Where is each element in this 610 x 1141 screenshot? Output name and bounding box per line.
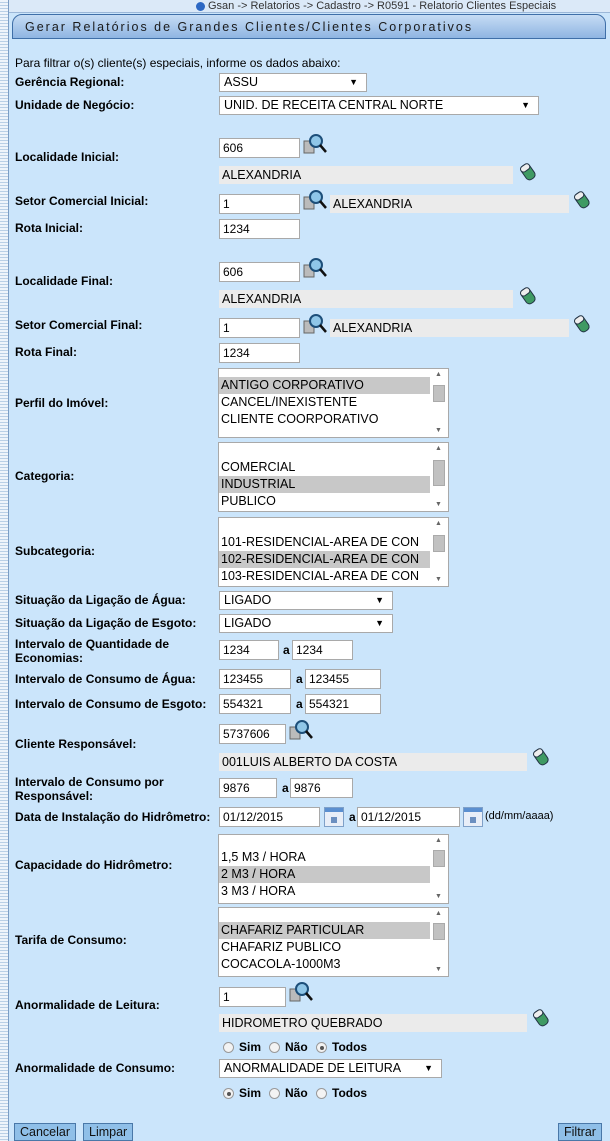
- localidade-inicial-label: Localidade Inicial:: [15, 150, 120, 164]
- anorm-consumo-label: Anormalidade de Consumo:: [15, 1061, 176, 1075]
- qtd-economias-label: [15, 637, 169, 665]
- subcategoria-label: Subcategoria:: [15, 544, 96, 558]
- list-option[interactable]: INDUSTRIAL: [219, 476, 430, 493]
- radio-sim[interactable]: [223, 1088, 234, 1099]
- localidade-inicial-nome: ALEXANDRIA: [219, 166, 513, 184]
- list-option[interactable]: CLIENTE COORPORATIVO: [221, 412, 379, 426]
- scrollbar[interactable]: [431, 518, 448, 586]
- list-spacer: [219, 443, 448, 459]
- cliente-input[interactable]: 5737606: [219, 724, 286, 744]
- left-frame-border: [0, 0, 9, 1141]
- localidade-final-nome: ALEXANDRIA: [219, 290, 513, 308]
- anorm-leitura-nome: HIDROMETRO QUEBRADO: [219, 1014, 527, 1032]
- list-spacer: [219, 908, 448, 922]
- list-option[interactable]: 1,5 M3 / HORA: [221, 850, 306, 864]
- eraser-icon[interactable]: [518, 162, 538, 182]
- list-option[interactable]: CHAFARIZ PARTICULAR: [219, 922, 430, 939]
- list-option[interactable]: CANCEL/INEXISTENTE: [221, 395, 358, 409]
- list-spacer: [219, 369, 448, 377]
- rota-final-label: Rota Final:: [15, 345, 77, 359]
- radio-nao[interactable]: [269, 1042, 280, 1053]
- list-option[interactable]: 103-RESIDENCIAL-AREA DE CON: [221, 569, 419, 583]
- date-format-hint: (dd/mm/aaaa): [485, 810, 554, 822]
- scrollbar[interactable]: [431, 835, 448, 903]
- scroll-thumb[interactable]: [433, 535, 445, 552]
- clear-button[interactable]: Limpar: [83, 1123, 133, 1141]
- label-line: Economias:: [15, 651, 84, 665]
- chevron-down-icon: ▼: [375, 618, 384, 628]
- anorm-leitura-input[interactable]: 1: [219, 987, 286, 1007]
- setor-final-label: Setor Comercial Final:: [15, 318, 143, 332]
- anorm-consumo-radio-group: [223, 1086, 423, 1102]
- rota-inicial-label: Rota Inicial:: [15, 221, 84, 235]
- scroll-down-icon[interactable]: ▼: [435, 427, 442, 434]
- anorm-consumo-value: ANORMALIDADE DE LEITURA: [224, 1061, 402, 1075]
- radio-label: Todos: [332, 1040, 368, 1054]
- scroll-thumb[interactable]: [433, 385, 445, 402]
- radio-todos[interactable]: [316, 1042, 327, 1053]
- list-option[interactable]: 2 M3 / HORA: [219, 866, 430, 883]
- setor-inicial-nome: ALEXANDRIA: [330, 195, 569, 213]
- rota-inicial-input[interactable]: 1234: [219, 219, 300, 239]
- separator-a: a: [296, 672, 303, 686]
- sit-esgoto-label: Situação da Ligação de Esgoto:: [15, 616, 197, 630]
- list-spacer: [219, 518, 448, 534]
- gerencia-select[interactable]: [219, 73, 367, 92]
- radio-sim[interactable]: [223, 1042, 234, 1053]
- list-option[interactable]: 101-RESIDENCIAL-AREA DE CON: [221, 535, 419, 549]
- list-option[interactable]: CHAFARIZ PUBLICO: [221, 940, 342, 954]
- setor-final-input[interactable]: 1: [219, 318, 300, 338]
- scroll-up-icon[interactable]: ▲: [435, 520, 442, 527]
- cliente-label: Cliente Responsável:: [15, 737, 137, 751]
- search-icon[interactable]: [303, 257, 327, 279]
- cancel-button[interactable]: Cancelar: [14, 1123, 76, 1141]
- categoria-listbox[interactable]: [218, 442, 449, 512]
- title-bar: [12, 14, 606, 39]
- help-icon[interactable]: [196, 2, 205, 11]
- chevron-down-icon: ▼: [521, 100, 530, 110]
- search-icon[interactable]: [303, 313, 327, 335]
- eraser-icon[interactable]: [531, 747, 551, 767]
- chevron-down-icon: ▼: [375, 595, 384, 605]
- tarifa-label: Tarifa de Consumo:: [15, 933, 127, 947]
- list-option[interactable]: COMERCIAL: [221, 460, 296, 474]
- scroll-down-icon[interactable]: ▼: [435, 966, 442, 973]
- eraser-icon[interactable]: [518, 286, 538, 306]
- setor-inicial-label: Setor Comercial Inicial:: [15, 194, 149, 208]
- setor-inicial-input[interactable]: 1: [219, 194, 300, 214]
- radio-todos[interactable]: [316, 1088, 327, 1099]
- calendar-icon[interactable]: [463, 807, 483, 827]
- consumo-esgoto-label: Intervalo de Consumo de Esgoto:: [15, 697, 207, 711]
- perfil-label: Perfil do Imóvel:: [15, 396, 109, 410]
- scroll-thumb[interactable]: [433, 850, 445, 867]
- unidade-select[interactable]: [219, 96, 539, 115]
- list-option[interactable]: ANTIGO CORPORATIVO: [219, 377, 430, 394]
- gerencia-label: Gerência Regional:: [15, 75, 125, 89]
- eraser-icon[interactable]: [572, 314, 592, 334]
- list-spacer: [219, 835, 448, 849]
- gerencia-value: ASSU: [224, 75, 259, 89]
- eraser-icon[interactable]: [531, 1008, 551, 1028]
- scroll-thumb[interactable]: [433, 923, 445, 940]
- chevron-down-icon: ▼: [349, 77, 358, 87]
- anorm-consumo-select[interactable]: [219, 1059, 442, 1078]
- scrollbar[interactable]: [431, 443, 448, 511]
- radio-label: Não: [285, 1086, 308, 1100]
- search-icon[interactable]: [289, 719, 313, 741]
- unidade-value: UNID. DE RECEITA CENTRAL NORTE: [224, 98, 444, 112]
- localidade-inicial-input[interactable]: 606: [219, 138, 300, 158]
- separator-a: a: [349, 810, 356, 824]
- radio-label: Todos: [332, 1086, 368, 1100]
- list-option[interactable]: 3 M3 / HORA: [221, 884, 296, 898]
- scroll-up-icon[interactable]: ▲: [435, 445, 442, 452]
- data-de-input[interactable]: 01/12/2015: [219, 807, 320, 827]
- cliente-nome: 001LUIS ALBERTO DA COSTA: [219, 753, 527, 771]
- sit-esgoto-select[interactable]: [219, 614, 393, 633]
- consumo-esgoto-ate-input[interactable]: 554321: [305, 694, 381, 714]
- page-title: Gerar Relatórios de Grandes Clientes/Clientes Corporativos: [25, 20, 474, 34]
- label-line: Intervalo de Consumo por: [15, 775, 164, 789]
- categoria-label: Categoria:: [15, 469, 75, 483]
- scroll-up-icon[interactable]: ▲: [435, 837, 442, 844]
- eraser-icon[interactable]: [572, 190, 592, 210]
- consumo-resp-de-input[interactable]: 9876: [219, 778, 277, 798]
- sit-agua-value: LIGADO: [224, 593, 272, 607]
- scroll-down-icon[interactable]: ▼: [435, 893, 442, 900]
- unidade-label: Unidade de Negócio:: [15, 98, 135, 112]
- search-icon[interactable]: [303, 133, 327, 155]
- label-line: Intervalo de Quantidade de: [15, 637, 170, 651]
- breadcrumb: [196, 0, 556, 12]
- data-ate-input[interactable]: 01/12/2015: [357, 807, 460, 827]
- rota-final-input[interactable]: 1234: [219, 343, 300, 363]
- intro-text: Para filtrar o(s) cliente(s) especiais, informe os dados abaixo:: [15, 56, 341, 70]
- sit-agua-label: Situação da Ligação de Água:: [15, 593, 186, 607]
- qtd-economias-ate-input[interactable]: 1234: [292, 640, 353, 660]
- setor-final-nome: ALEXANDRIA: [330, 319, 569, 337]
- search-icon[interactable]: [303, 189, 327, 211]
- scrollbar[interactable]: [431, 369, 448, 437]
- localidade-final-input[interactable]: 606: [219, 262, 300, 282]
- separator-a: a: [282, 781, 289, 795]
- scroll-down-icon[interactable]: ▼: [435, 501, 442, 508]
- filter-button[interactable]: Filtrar: [558, 1123, 602, 1141]
- chevron-down-icon: ▼: [424, 1063, 433, 1073]
- list-option[interactable]: 102-RESIDENCIAL-AREA DE CON: [219, 551, 430, 568]
- consumo-esgoto-de-input[interactable]: 554321: [219, 694, 291, 714]
- sit-esgoto-value: LIGADO: [224, 616, 272, 630]
- radio-label: Sim: [239, 1040, 262, 1054]
- anorm-leitura-label: Anormalidade de Leitura:: [15, 998, 160, 1012]
- scroll-up-icon[interactable]: ▲: [435, 910, 442, 917]
- radio-nao[interactable]: [269, 1088, 280, 1099]
- consumo-agua-ate-input[interactable]: 123455: [305, 669, 381, 689]
- consumo-agua-label: Intervalo de Consumo de Água:: [15, 672, 196, 686]
- scrollbar[interactable]: [431, 908, 448, 976]
- consumo-resp-ate-input[interactable]: 9876: [290, 778, 353, 798]
- capacidade-label: Capacidade do Hidrômetro:: [15, 858, 173, 872]
- label-line: Responsável:: [15, 789, 94, 803]
- list-option[interactable]: PUBLICO: [221, 494, 276, 508]
- consumo-resp-label: [15, 775, 164, 803]
- scroll-up-icon[interactable]: ▲: [435, 371, 442, 378]
- radio-label: Sim: [239, 1086, 262, 1100]
- subcategoria-listbox[interactable]: [218, 517, 449, 587]
- radio-label: Não: [285, 1040, 308, 1054]
- data-instalacao-label: Data de Instalação do Hidrômetro:: [15, 810, 211, 824]
- list-option[interactable]: COCACOLA-1000M3: [221, 957, 341, 971]
- qtd-economias-de-input[interactable]: 1234: [219, 640, 279, 660]
- perfil-listbox[interactable]: [218, 368, 449, 438]
- consumo-agua-de-input[interactable]: 123455: [219, 669, 291, 689]
- scroll-down-icon[interactable]: ▼: [435, 576, 442, 583]
- separator-a: a: [296, 697, 303, 711]
- scroll-thumb[interactable]: [433, 460, 445, 486]
- sit-agua-select[interactable]: [219, 591, 393, 610]
- search-icon[interactable]: [289, 981, 313, 1003]
- separator-a: a: [283, 643, 290, 657]
- calendar-icon[interactable]: [324, 807, 344, 827]
- localidade-final-label: Localidade Final:: [15, 274, 114, 288]
- capacidade-listbox[interactable]: [218, 834, 449, 904]
- anorm-leitura-radio-group: [223, 1040, 423, 1056]
- tarifa-listbox[interactable]: [218, 907, 449, 977]
- breadcrumb-text: Gsan -> Relatorios -> Cadastro -> R0591 - Relatorio Clientes Especiais: [208, 0, 557, 12]
